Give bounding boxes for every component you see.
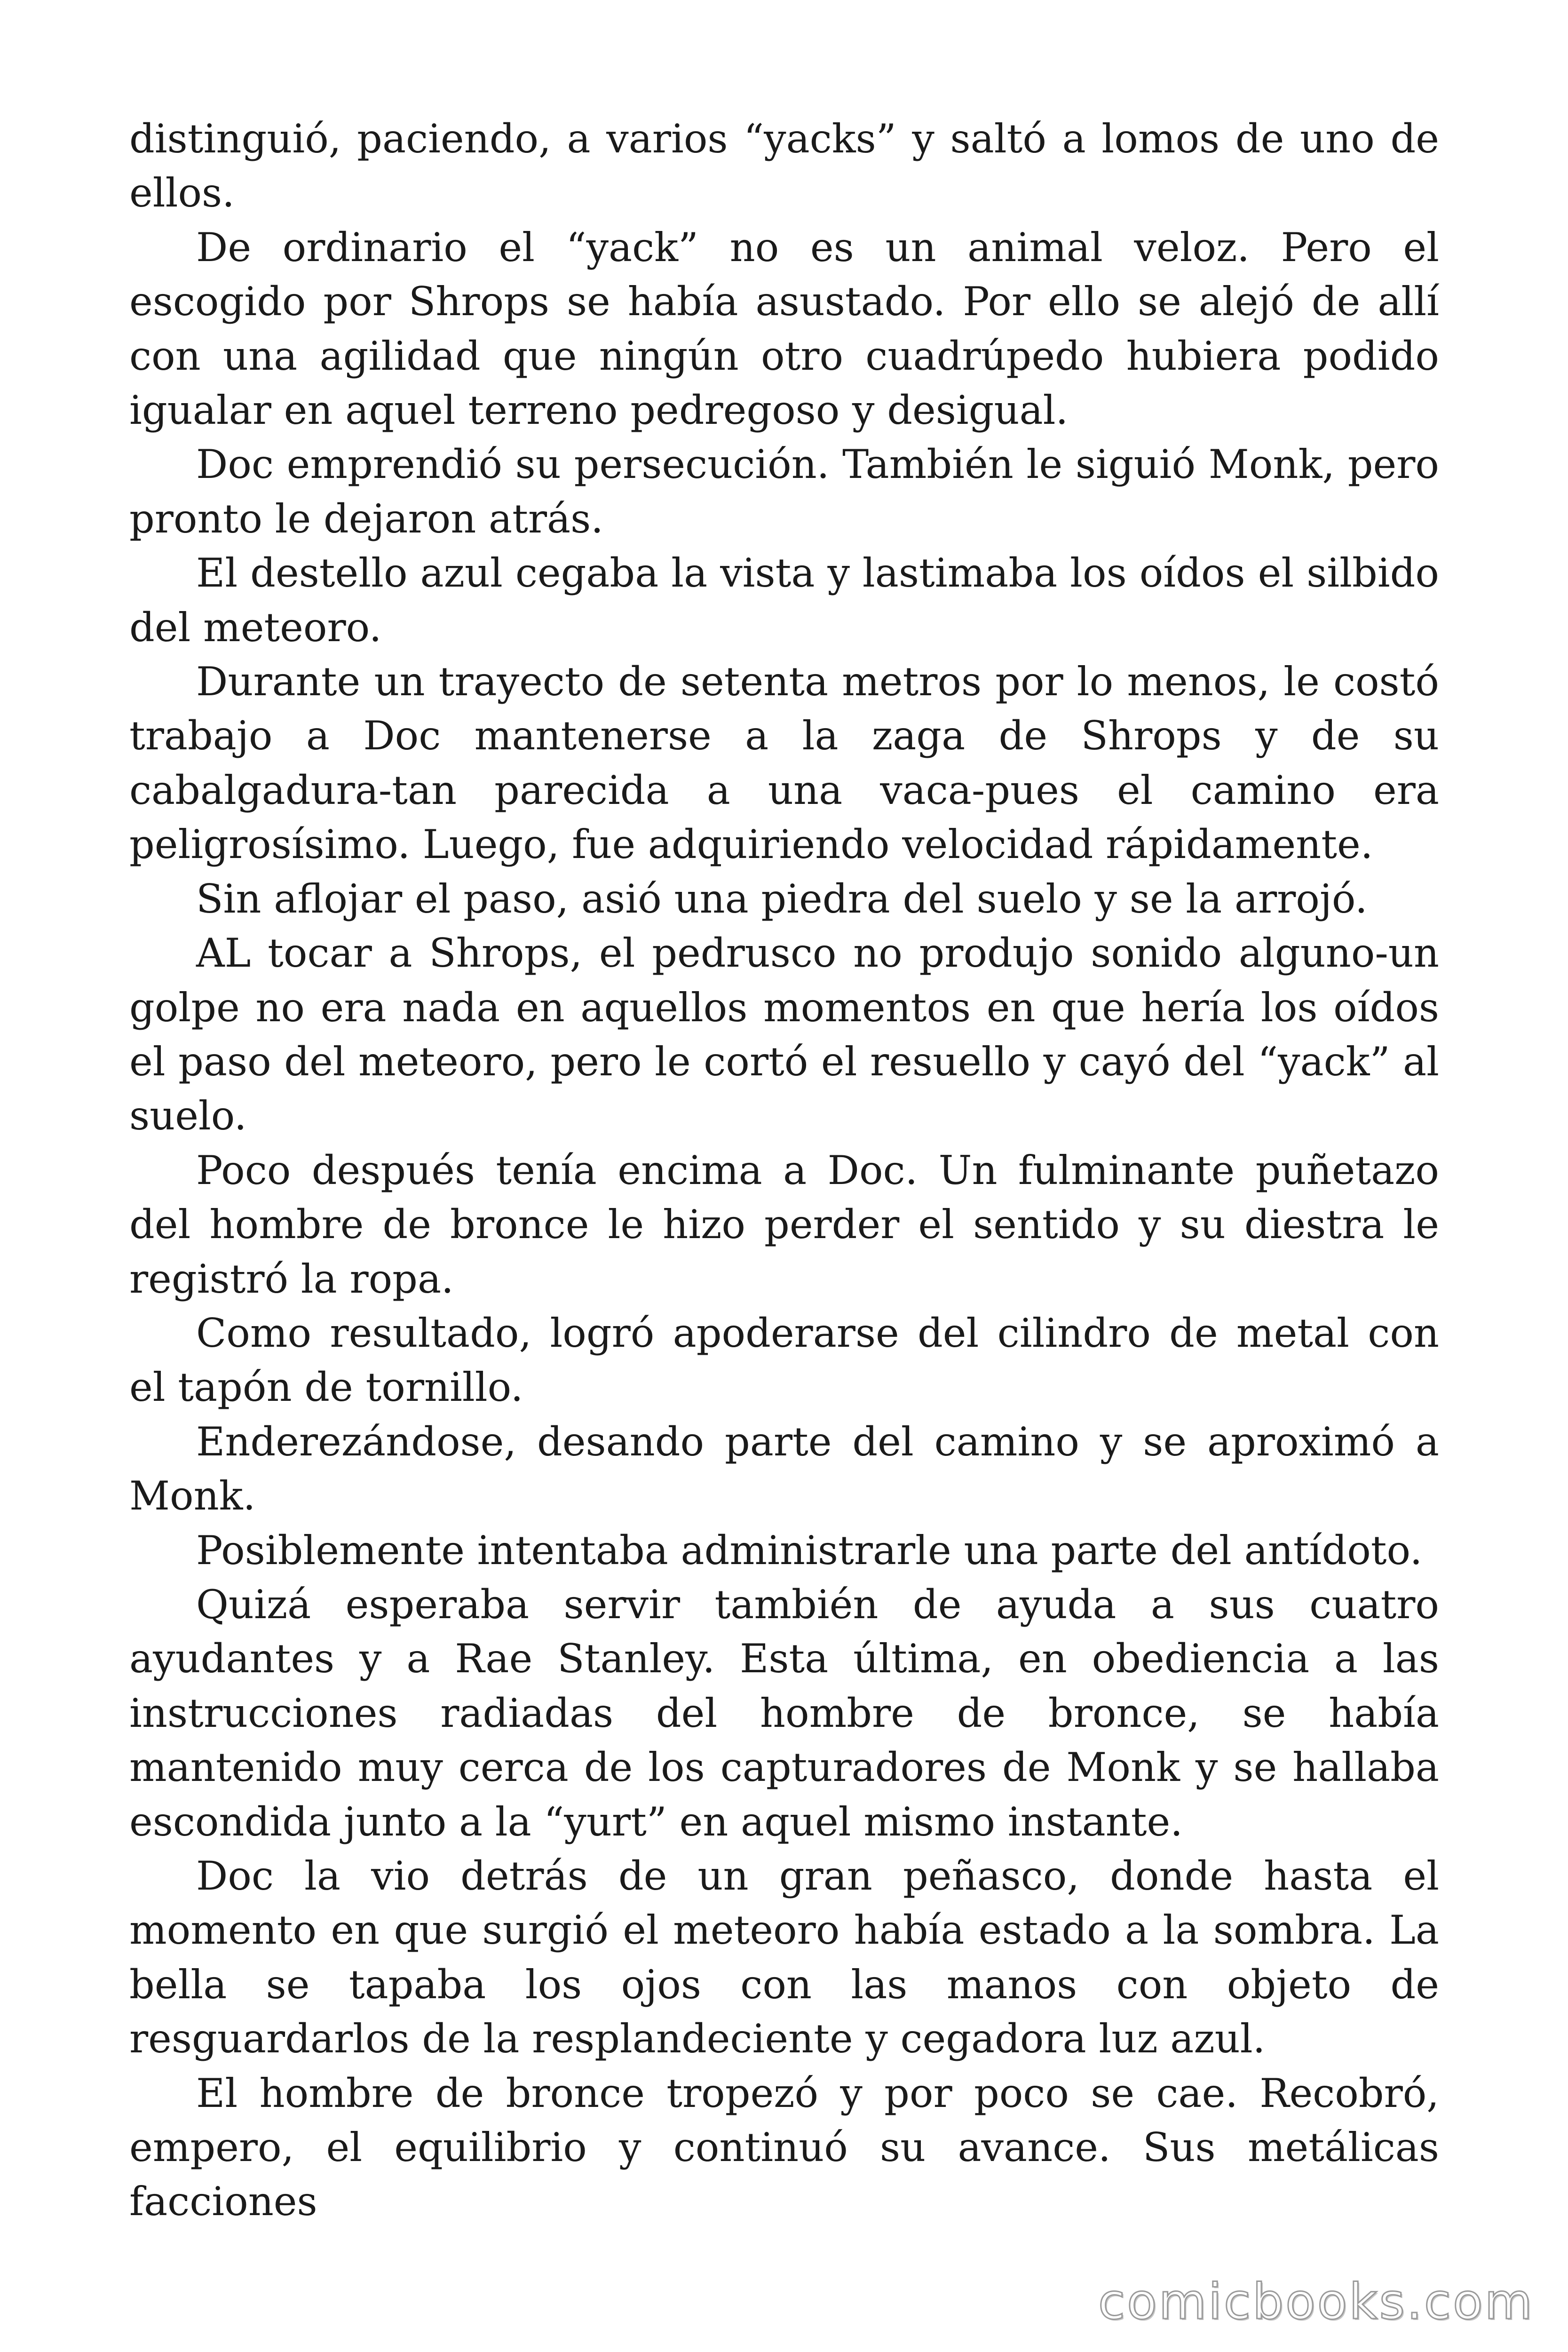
body-text bbox=[129, 112, 1439, 2229]
paragraph-continued: distinguió, paciendo, a varios “yacks” y saltó a lomos de uno de ellos. bbox=[129, 116, 1439, 216]
paragraph: El hombre de bronce tropezó y por poco se cae. Recobró, empero, el equilibrio y continuó su avance. Sus metálicas facciones bbox=[129, 2070, 1439, 2225]
paragraph: Como resultado, logró apoderarse del cilindro de metal con el tapón de tornillo. bbox=[129, 1310, 1439, 1411]
paragraph: AL tocar a Shrops, el pedrusco no produjo sonido alguno-un golpe no era nada en aquellos momentos en que hería los oídos el paso del meteoro, pero le cortó el resuello y cayó del “yack” al suelo. bbox=[129, 930, 1439, 1139]
watermark: comicbooks.com bbox=[1098, 2273, 1534, 2330]
paragraph: El destello azul cegaba la vista y lastimaba los oídos el silbido del meteoro. bbox=[129, 550, 1439, 651]
paragraph: De ordinario el “yack” no es un animal veloz. Pero el escogido por Shrops se había asustado. Por ello se alejó de allí con una agilidad que ningún otro cuadrúpedo hubiera podido igualar en aquel terreno pedregoso y desigual. bbox=[129, 224, 1439, 434]
paragraph: Doc emprendió su persecución. También le siguió Monk, pero pronto le dejaron atrás. bbox=[129, 441, 1439, 542]
paragraph: Poco después tenía encima a Doc. Un fulminante puñetazo del hombre de bronce le hizo perder el sentido y su diestra le registró la ropa. bbox=[129, 1147, 1439, 1302]
paragraph: Doc la vio detrás de un gran peñasco, donde hasta el momento en que surgió el meteoro había estado a la sombra. La bella se tapaba los ojos con las manos con objeto de resguardarlos de la resplandeciente y cegadora luz azul. bbox=[129, 1853, 1439, 2062]
paragraph: Posiblemente intentaba administrarle una parte del antídoto. bbox=[196, 1527, 1423, 1573]
paragraph: Quizá esperaba servir también de ayuda a sus cuatro ayudantes y a Rae Stanley. Esta última, en obediencia a las instrucciones radiadas del hombre de bronce, se había mantenido muy cerca de los capturadores de Monk y se hallaba escondida junto a la “yurt” en aquel mismo instante. bbox=[129, 1581, 1439, 1845]
paragraph: Sin aflojar el paso, asió una piedra del suelo y se la arrojó. bbox=[196, 875, 1368, 922]
paragraph: Enderezándose, desando parte del camino y se aproximó a Monk. bbox=[129, 1418, 1439, 1519]
paragraph: Durante un trayecto de setenta metros por lo menos, le costó trabajo a Doc mantenerse a la zaga de Shrops y de su cabalgadura-tan parecida a una vaca-pues el camino era peligrosísimo. Luego, fue adquiriendo velocidad rápidamente. bbox=[129, 659, 1439, 868]
